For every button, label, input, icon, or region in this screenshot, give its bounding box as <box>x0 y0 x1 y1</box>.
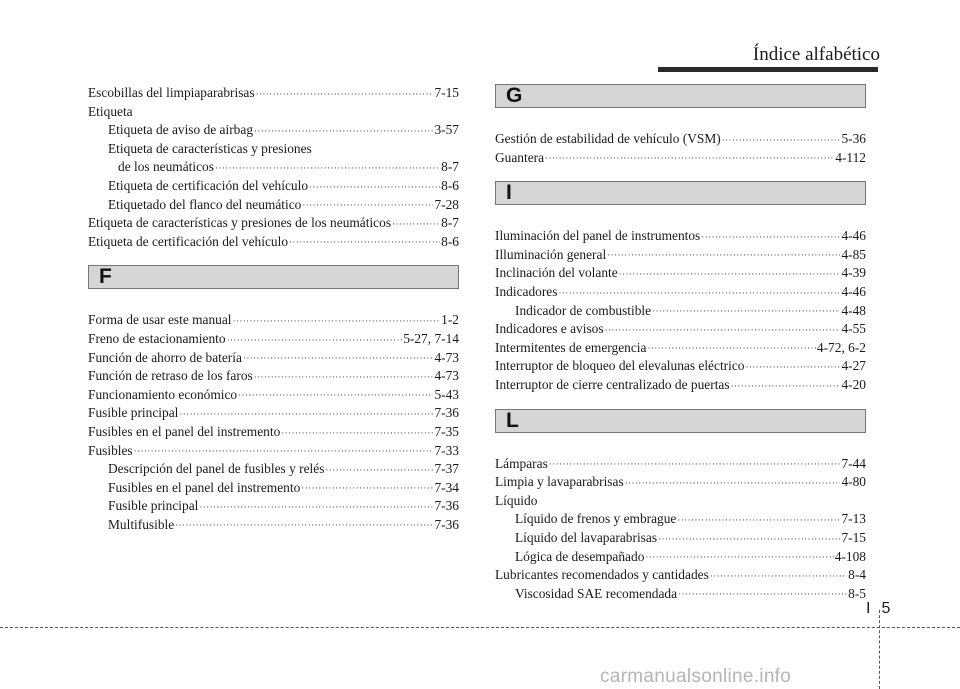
entry-text: Lógica de desempañado <box>515 548 645 564</box>
section-letter: F <box>99 265 112 289</box>
footer-crop-mark <box>879 610 880 689</box>
index-entry <box>88 479 459 498</box>
entry-page: 5-43 <box>434 386 459 402</box>
entry-page: 8-5 <box>848 585 866 601</box>
dot-leader <box>179 404 433 423</box>
dot-leader <box>199 497 433 516</box>
entry-text: Iluminación del panel de instrumentos <box>495 228 701 244</box>
dot-leader <box>309 177 440 196</box>
entry-page: 7-34 <box>434 479 459 495</box>
page-header-title: Índice alfabético <box>752 44 880 65</box>
entry-text: de los neumáticos <box>118 159 214 175</box>
section-header-l <box>495 409 866 433</box>
dot-leader <box>392 214 440 233</box>
dot-leader <box>722 130 841 149</box>
entry-text: Descripción del panel de fusibles y relés <box>108 461 325 477</box>
index-entry <box>495 320 866 339</box>
dot-leader <box>289 233 440 252</box>
entry-page: 4-73 <box>434 368 459 384</box>
dot-leader <box>549 455 841 474</box>
index-entry <box>495 283 866 302</box>
entry-page: 4-80 <box>841 474 866 490</box>
entry-text: Etiqueta de certificación del vehículo <box>108 177 309 193</box>
entry-text: Fusible principal <box>88 405 179 421</box>
entry-text: Interruptor de cierre centralizado de puertas <box>495 376 730 392</box>
dot-leader <box>233 311 441 330</box>
index-entry <box>495 510 866 529</box>
dot-leader <box>710 566 847 585</box>
entry-text: Illuminación general <box>495 246 607 262</box>
dot-leader <box>215 158 440 177</box>
entry-page: 1-2 <box>441 312 459 328</box>
index-entry <box>88 497 459 516</box>
entries-i <box>495 227 866 394</box>
section-letter: L <box>506 408 519 432</box>
dot-leader <box>731 376 841 395</box>
entry-text: Gestión de estabilidad de vehículo (VSM) <box>495 131 721 146</box>
entry-page: 7-15 <box>841 529 866 545</box>
footer-page-number: 5 <box>881 600 891 617</box>
dot-leader <box>625 473 841 492</box>
index-entry <box>88 158 459 177</box>
entry-page: 7-36 <box>434 516 459 532</box>
footer-section: I <box>866 600 871 617</box>
entry-text: Función de retraso de los faros <box>88 368 253 384</box>
entries-e-continued <box>88 84 459 251</box>
entry-page: 4-39 <box>841 265 866 281</box>
section-header-g <box>495 84 866 108</box>
entry-text: Líquido de frenos y embrague <box>515 511 677 527</box>
entry-page: 8-4 <box>848 567 866 583</box>
dot-leader <box>256 84 434 103</box>
index-entry <box>88 84 459 103</box>
index-entry <box>88 103 459 122</box>
index-entry <box>88 386 459 405</box>
entry-page: 5-36 <box>841 131 866 146</box>
index-entry <box>495 492 866 511</box>
entry-page: 7-33 <box>434 442 459 458</box>
index-entry <box>495 548 866 567</box>
index-entry <box>88 311 459 330</box>
index-entry <box>495 529 866 548</box>
entry-page: 7-36 <box>434 405 459 421</box>
dot-leader <box>227 330 403 349</box>
entry-text: Inclinación del volante <box>495 265 618 281</box>
entry-page: 7-15 <box>434 85 459 100</box>
index-entry <box>495 357 866 376</box>
entry-page: 4-46 <box>841 283 866 299</box>
entry-text: Indicador de combustible <box>515 302 652 318</box>
index-entry <box>88 140 459 159</box>
index-entry <box>88 442 459 461</box>
watermark-text: carmanualsonline.info <box>600 666 792 687</box>
index-entry <box>495 473 866 492</box>
entry-page: 7-35 <box>434 423 459 439</box>
entry-text: Función de ahorro de batería <box>88 349 242 365</box>
dot-leader <box>243 349 434 368</box>
index-entry <box>88 367 459 386</box>
entry-text: Forma de usar este manual <box>88 312 232 328</box>
entry-page: 8-7 <box>441 159 459 175</box>
entry-text: Lubricantes recomendados y cantidades <box>495 567 709 583</box>
index-entry <box>495 585 866 604</box>
entry-text: Fusible principal <box>108 498 199 514</box>
index-entry <box>495 227 866 246</box>
entry-page: 4-112 <box>835 149 866 165</box>
index-entry <box>88 233 459 252</box>
dot-leader <box>647 339 815 358</box>
dot-leader <box>658 529 840 548</box>
dot-leader <box>745 357 840 376</box>
dot-leader <box>619 264 841 283</box>
entry-text: Etiquetado del flanco del neumático <box>108 196 302 212</box>
dot-leader <box>325 460 433 479</box>
dot-leader <box>558 283 840 302</box>
entry-page: 8-6 <box>441 177 459 193</box>
index-entry <box>495 264 866 283</box>
index-entry <box>495 130 866 149</box>
entry-text: Etiqueta de características y presiones <box>108 140 312 156</box>
section-header-i <box>495 181 866 205</box>
left-column <box>88 84 459 534</box>
entry-page: 4-20 <box>841 376 866 392</box>
entry-page: 7-13 <box>841 511 866 527</box>
entry-page: 8-7 <box>441 215 459 231</box>
entry-text: Escobillas del limpiaparabrisas <box>88 85 255 100</box>
entry-text: Guantera <box>495 149 545 165</box>
section-header-f <box>88 265 459 289</box>
dot-leader <box>238 386 433 405</box>
index-entry <box>88 330 459 349</box>
dot-leader <box>134 442 434 461</box>
index-entry <box>88 349 459 368</box>
entry-text: Limpia y lavaparabrisas <box>495 474 624 490</box>
dot-leader <box>677 510 840 529</box>
entry-text: Intermitentes de emergencia <box>495 339 647 355</box>
index-entry <box>88 516 459 535</box>
header-rule <box>658 67 878 72</box>
entry-text: Freno de estacionamiento <box>88 330 226 346</box>
entry-text: Fusibles en el panel del instremento <box>108 479 301 495</box>
entry-page: 4-72, 6-2 <box>816 339 866 355</box>
index-entry <box>88 214 459 233</box>
dot-leader <box>254 367 434 386</box>
entries-l <box>495 455 866 604</box>
dot-leader <box>607 246 840 265</box>
entry-text: Fusibles en el panel del instremento <box>88 423 281 439</box>
entry-text: Etiqueta de características y presiones de los neumáticos <box>88 215 392 231</box>
index-entry <box>495 566 866 585</box>
dot-leader <box>652 302 840 321</box>
index-entry <box>88 404 459 423</box>
entry-text: Multifusible <box>108 516 175 532</box>
dot-leader <box>301 479 433 498</box>
entry-text: Indicadores <box>495 283 558 299</box>
section-letter: I <box>506 181 512 205</box>
dot-leader <box>302 196 433 215</box>
section-letter: G <box>506 84 523 107</box>
index-entry <box>88 423 459 442</box>
index-entry <box>495 455 866 474</box>
right-column <box>495 84 866 603</box>
dot-leader <box>175 516 433 535</box>
entry-page: 4-108 <box>834 548 866 564</box>
entry-page: 5-27, 7-14 <box>403 330 459 346</box>
entry-page: 7-28 <box>434 196 459 212</box>
index-entry <box>88 196 459 215</box>
dot-leader <box>701 227 840 246</box>
entry-text: Etiqueta <box>88 103 133 119</box>
entry-text: Funcionamiento económico <box>88 386 238 402</box>
entry-page: 4-85 <box>841 246 866 262</box>
index-entry <box>495 302 866 321</box>
footer-dashed-rule <box>0 627 960 628</box>
entry-page: 3-57 <box>434 122 459 138</box>
entries-f <box>88 311 459 534</box>
entry-page: 4-73 <box>434 349 459 365</box>
dot-leader <box>281 423 433 442</box>
entries-g <box>495 130 866 167</box>
entry-page: 7-36 <box>434 498 459 514</box>
entry-page: 4-46 <box>841 228 866 244</box>
dot-leader <box>645 548 833 567</box>
entry-page: 7-37 <box>434 461 459 477</box>
entry-text: Líquido <box>495 492 538 508</box>
dot-leader <box>254 121 433 140</box>
entry-page: 4-27 <box>841 358 866 374</box>
index-entry <box>88 460 459 479</box>
dot-leader <box>678 585 847 604</box>
index-entry <box>495 339 866 358</box>
index-entry <box>88 177 459 196</box>
entry-page: 7-44 <box>841 455 866 471</box>
entry-text: Interruptor de bloqueo del elevalunas eléctrico <box>495 358 745 374</box>
entry-page: 4-48 <box>841 302 866 318</box>
entry-text: Lámparas <box>495 455 548 471</box>
entry-text: Indicadores e avisos <box>495 321 604 337</box>
index-entry <box>495 246 866 265</box>
dot-leader <box>605 320 841 339</box>
index-entry <box>88 121 459 140</box>
index-entry <box>495 376 866 395</box>
entry-text: Líquido del lavaparabrisas <box>515 529 658 545</box>
entry-text: Etiqueta de certificación del vehículo <box>88 233 289 249</box>
page-number-label <box>866 600 890 618</box>
index-entry <box>495 149 866 168</box>
dot-leader <box>545 149 834 168</box>
entry-text: Etiqueta de aviso de airbag <box>108 122 254 138</box>
entry-text: Viscosidad SAE recomendada <box>515 585 678 601</box>
entry-text: Fusibles <box>88 442 133 458</box>
entry-page: 8-6 <box>441 233 459 249</box>
entry-page: 4-55 <box>841 321 866 337</box>
